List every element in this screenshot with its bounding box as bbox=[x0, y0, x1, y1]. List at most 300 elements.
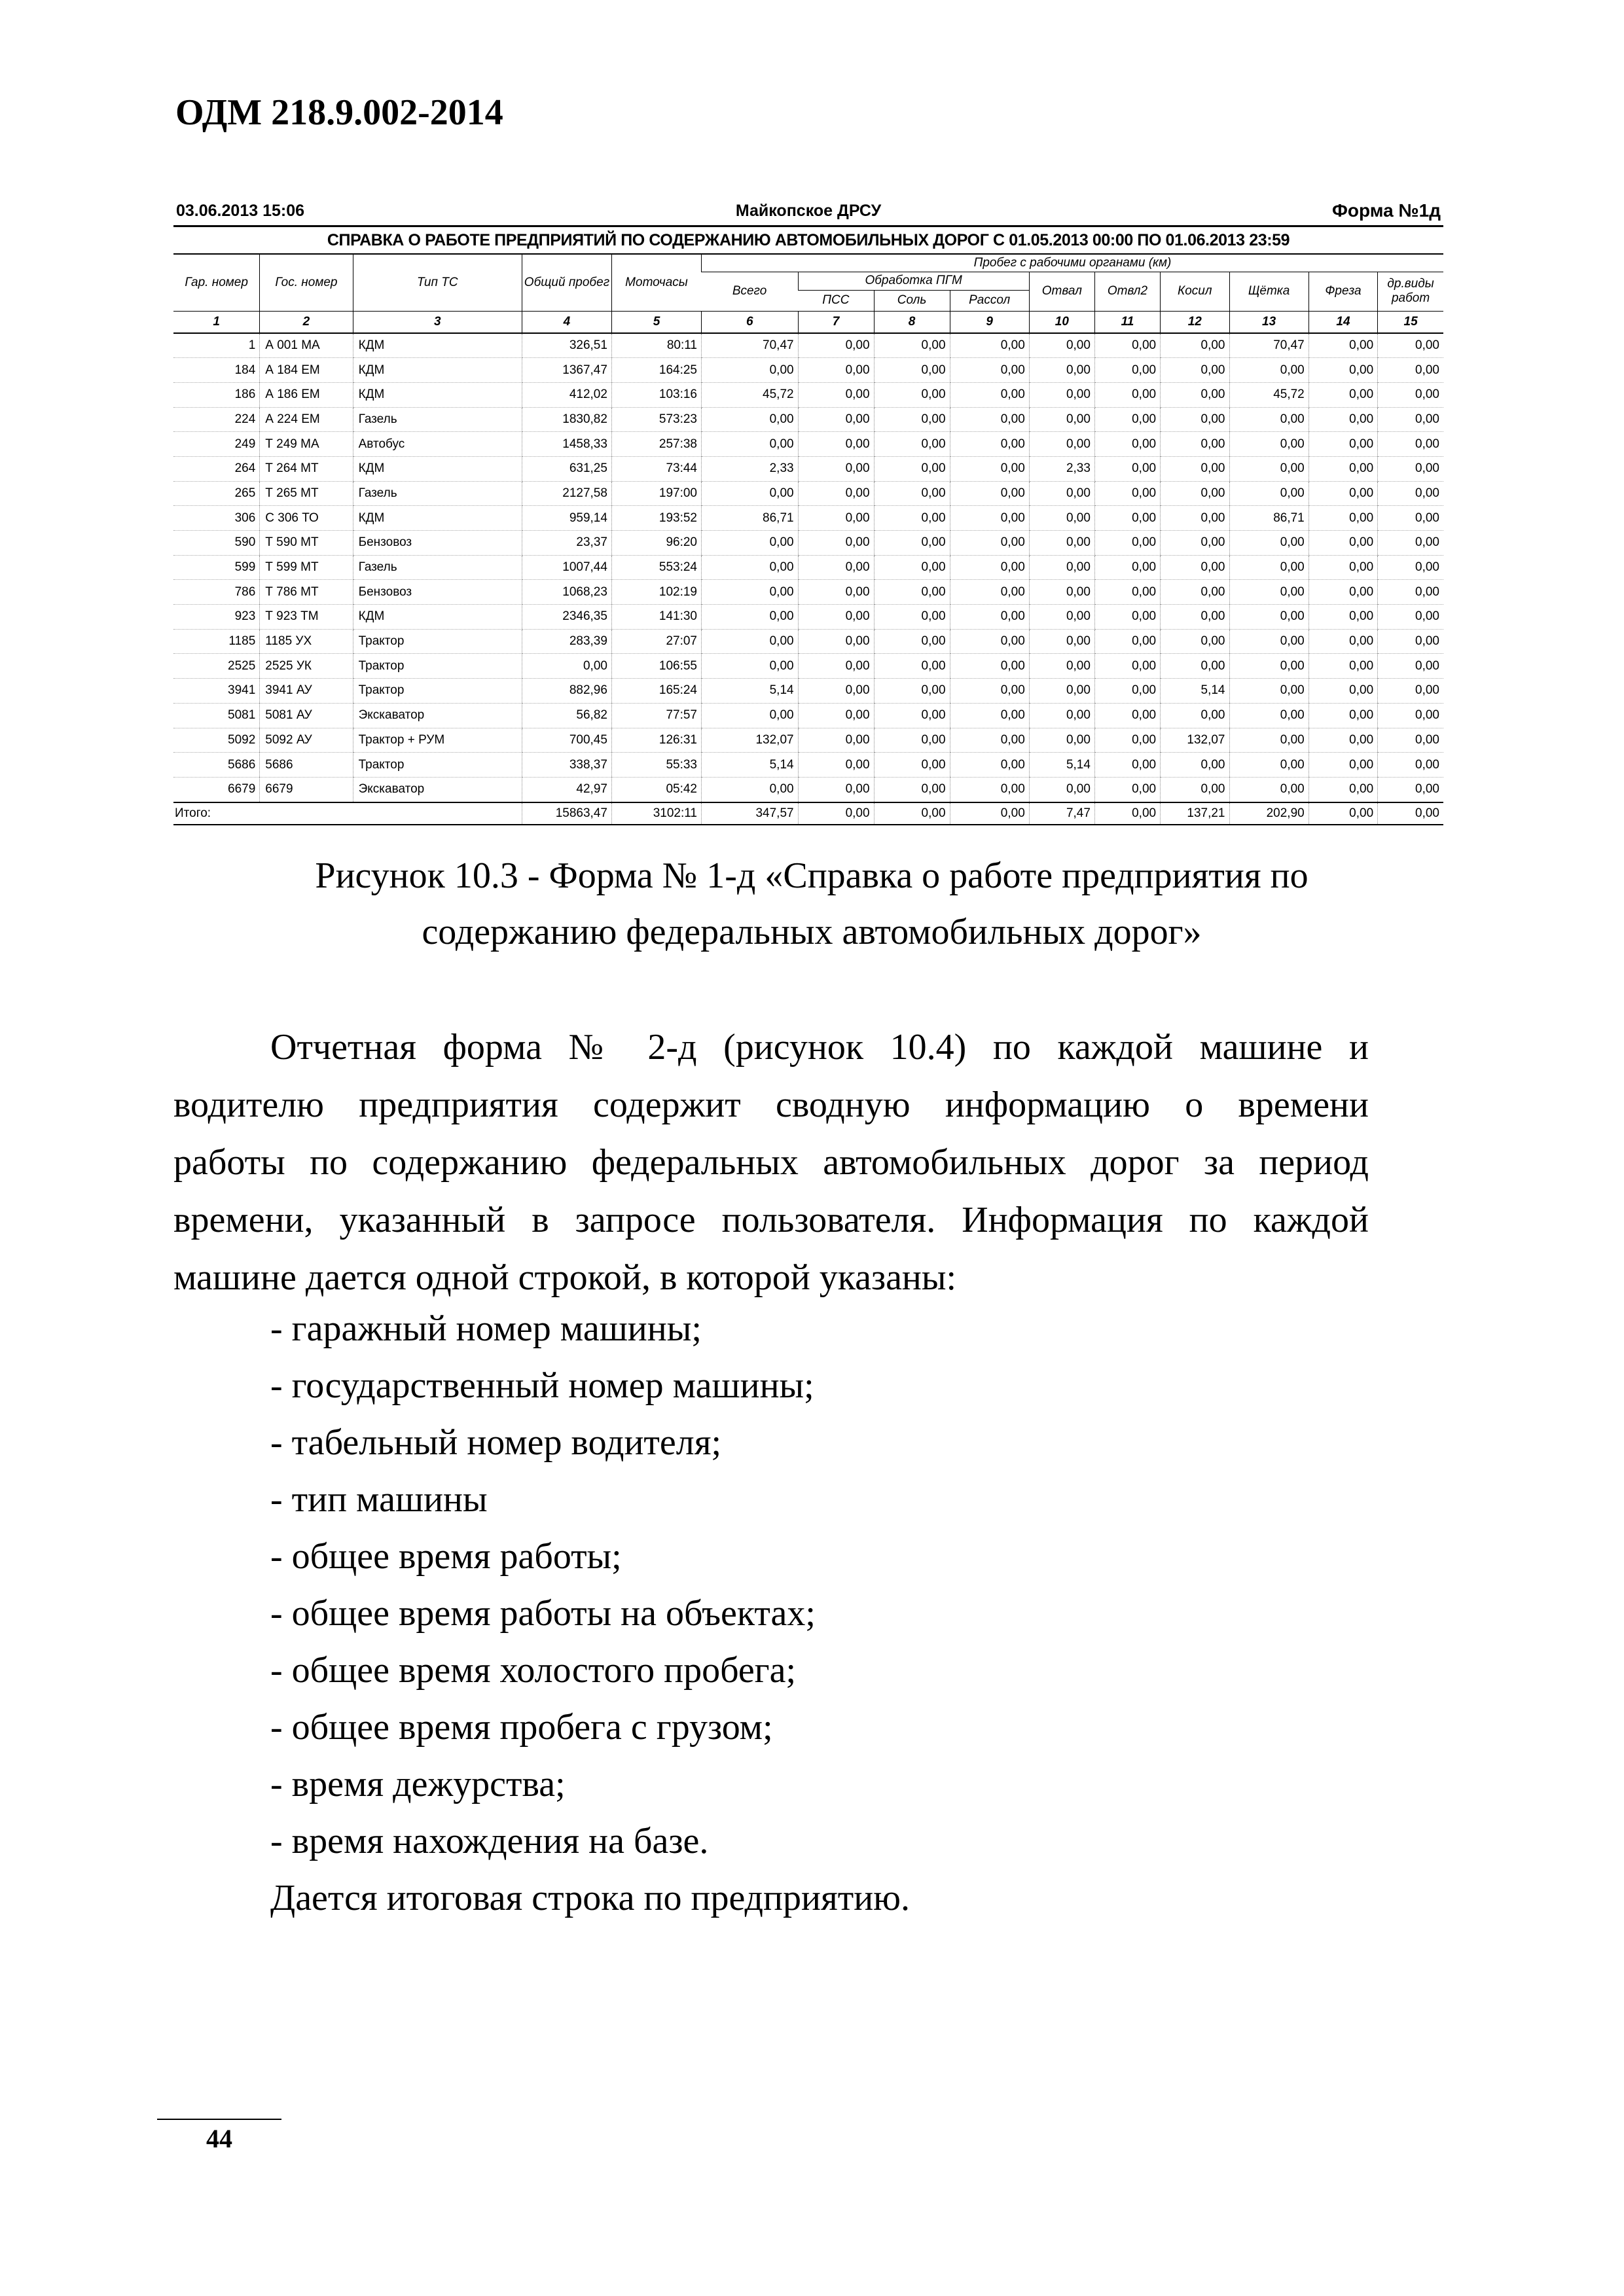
column-number: 10 bbox=[1029, 311, 1094, 333]
footer-divider bbox=[157, 2119, 281, 2120]
table-cell: 573:23 bbox=[611, 407, 701, 432]
table-cell: 0,00 bbox=[874, 728, 950, 753]
table-cell: 0,00 bbox=[874, 456, 950, 481]
total-cell: 0,00 bbox=[950, 802, 1029, 825]
table-cell: 3941 bbox=[173, 679, 260, 704]
total-cell: 3102:11 bbox=[611, 802, 701, 825]
table-row bbox=[173, 629, 1443, 654]
table-cell: 0,00 bbox=[702, 432, 799, 457]
table-cell: 264 bbox=[173, 456, 260, 481]
table-cell: 0,00 bbox=[950, 679, 1029, 704]
table-cell: 0,00 bbox=[1161, 432, 1229, 457]
paragraph-line: водителю предприятия содержит сводную информацию о времени bbox=[173, 1085, 1369, 1125]
table-body bbox=[173, 333, 1443, 802]
table-cell: 5,14 bbox=[702, 753, 799, 778]
table-cell: КДМ bbox=[353, 333, 522, 358]
col-header-motohours: Моточасы bbox=[611, 255, 701, 311]
table-cell: 0,00 bbox=[798, 432, 874, 457]
table-cell: Т 599 МТ bbox=[260, 555, 353, 580]
table-cell: 70,47 bbox=[702, 333, 799, 358]
table-cell: 77:57 bbox=[611, 703, 701, 728]
table-row bbox=[173, 605, 1443, 630]
table-cell: 0,00 bbox=[1161, 605, 1229, 630]
table-cell: 0,00 bbox=[1308, 333, 1377, 358]
table-cell: 249 bbox=[173, 432, 260, 457]
table-cell: 0,00 bbox=[1094, 605, 1160, 630]
list-item: - время нахождения на базе. bbox=[270, 1821, 709, 1861]
table-cell: 0,00 bbox=[874, 531, 950, 556]
table-cell: 3941 АУ bbox=[260, 679, 353, 704]
table-cell: 0,00 bbox=[798, 382, 874, 407]
table-cell: 0,00 bbox=[702, 481, 799, 506]
table-cell: 42,97 bbox=[522, 777, 611, 802]
table-cell: 0,00 bbox=[1029, 580, 1094, 605]
col-header-type: Тип ТС bbox=[353, 255, 522, 311]
table-cell: 0,00 bbox=[1161, 703, 1229, 728]
table-cell: 0,00 bbox=[1378, 654, 1443, 679]
table-cell: 0,00 bbox=[1094, 753, 1160, 778]
table-cell: 0,00 bbox=[874, 333, 950, 358]
table-cell: 0,00 bbox=[798, 679, 874, 704]
table-cell: С 306 ТО bbox=[260, 506, 353, 531]
column-number: 8 bbox=[874, 311, 950, 333]
table-cell: 0,00 bbox=[1029, 333, 1094, 358]
col-header-salt: Соль bbox=[874, 290, 950, 311]
column-number: 1 bbox=[173, 311, 260, 333]
table-cell: Газель bbox=[353, 407, 522, 432]
column-number: 6 bbox=[702, 311, 799, 333]
table-cell: 0,00 bbox=[874, 679, 950, 704]
table-cell: 0,00 bbox=[1308, 531, 1377, 556]
table-cell: 0,00 bbox=[798, 629, 874, 654]
table-cell: 0,00 bbox=[1308, 358, 1377, 383]
table-cell: 0,00 bbox=[1094, 358, 1160, 383]
table-cell: 0,00 bbox=[1094, 531, 1160, 556]
table-cell: 0,00 bbox=[798, 555, 874, 580]
table-cell: 0,00 bbox=[1094, 728, 1160, 753]
table-cell: 0,00 bbox=[1094, 629, 1160, 654]
figure-caption-line-1: Рисунок 10.3 - Форма № 1-д «Справка о работе предприятия по bbox=[315, 855, 1308, 896]
table-cell: 0,00 bbox=[874, 506, 950, 531]
report-table bbox=[173, 255, 1443, 825]
table-cell: 553:24 bbox=[611, 555, 701, 580]
table-cell: 96:20 bbox=[611, 531, 701, 556]
table-cell: 0,00 bbox=[950, 605, 1029, 630]
list-item: - табельный номер водителя; bbox=[270, 1422, 722, 1463]
column-number: 3 bbox=[353, 311, 522, 333]
table-cell: 0,00 bbox=[1229, 605, 1308, 630]
table-cell: 0,00 bbox=[950, 358, 1029, 383]
table-cell: Экскаватор bbox=[353, 703, 522, 728]
col-header-otval: Отвал bbox=[1029, 272, 1094, 311]
table-cell: 0,00 bbox=[798, 333, 874, 358]
table-cell: 55:33 bbox=[611, 753, 701, 778]
table-cell: 0,00 bbox=[798, 728, 874, 753]
table-cell: Трактор bbox=[353, 753, 522, 778]
table-cell: 2127,58 bbox=[522, 481, 611, 506]
table-cell: 0,00 bbox=[950, 531, 1029, 556]
column-number: 12 bbox=[1161, 311, 1229, 333]
table-row bbox=[173, 333, 1443, 358]
table-cell: 0,00 bbox=[798, 481, 874, 506]
table-cell: 0,00 bbox=[1378, 703, 1443, 728]
table-cell: 0,00 bbox=[950, 382, 1029, 407]
table-cell: 70,47 bbox=[1229, 333, 1308, 358]
col-header-pss: ПСС bbox=[798, 290, 874, 311]
table-row bbox=[173, 456, 1443, 481]
table-cell: 0,00 bbox=[950, 333, 1029, 358]
table-cell: 0,00 bbox=[1229, 456, 1308, 481]
table-cell: 0,00 bbox=[1161, 333, 1229, 358]
table-cell: 0,00 bbox=[1229, 654, 1308, 679]
col-header-pgm-group: Обработка ПГМ bbox=[798, 272, 1029, 290]
total-cell: 0,00 bbox=[798, 802, 874, 825]
table-cell: 0,00 bbox=[798, 654, 874, 679]
table-cell: 257:38 bbox=[611, 432, 701, 457]
table-cell: 0,00 bbox=[1308, 382, 1377, 407]
form-organization: Майкопское ДРСУ bbox=[735, 202, 882, 220]
table-cell: 6679 bbox=[260, 777, 353, 802]
table-cell: 0,00 bbox=[1094, 654, 1160, 679]
paragraph-line: работы по содержанию федеральных автомобильных дорог за период bbox=[173, 1142, 1369, 1183]
col-header-total-run: Общий пробег bbox=[522, 255, 611, 311]
table-cell: 0,00 bbox=[1094, 432, 1160, 457]
table-cell: 0,00 bbox=[798, 506, 874, 531]
table-cell: 0,00 bbox=[1378, 481, 1443, 506]
table-cell: 2346,35 bbox=[522, 605, 611, 630]
table-cell: 0,00 bbox=[1308, 629, 1377, 654]
paragraph-line: машине дается одной строкой, в которой указаны: bbox=[173, 1257, 957, 1298]
table-cell: 700,45 bbox=[522, 728, 611, 753]
report-form-figure bbox=[173, 199, 1443, 825]
table-cell: 0,00 bbox=[874, 382, 950, 407]
table-cell: 6679 bbox=[173, 777, 260, 802]
table-cell: 86,71 bbox=[702, 506, 799, 531]
table-cell: 0,00 bbox=[702, 703, 799, 728]
table-cell: 0,00 bbox=[1029, 654, 1094, 679]
table-cell: 80:11 bbox=[611, 333, 701, 358]
table-cell: 5092 bbox=[173, 728, 260, 753]
table-cell: 1185 bbox=[173, 629, 260, 654]
table-cell: Газель bbox=[353, 555, 522, 580]
table-cell: 0,00 bbox=[1229, 629, 1308, 654]
table-cell: А 184 ЕМ bbox=[260, 358, 353, 383]
table-row bbox=[173, 481, 1443, 506]
table-cell: 0,00 bbox=[1161, 407, 1229, 432]
table-row bbox=[173, 679, 1443, 704]
table-cell: 0,00 bbox=[1308, 777, 1377, 802]
table-cell: 0,00 bbox=[1029, 728, 1094, 753]
table-cell: 0,00 bbox=[950, 555, 1029, 580]
form-header-line bbox=[173, 199, 1443, 225]
table-cell: 0,00 bbox=[1308, 456, 1377, 481]
table-cell: 0,00 bbox=[1378, 605, 1443, 630]
table-cell: 882,96 bbox=[522, 679, 611, 704]
table-cell: 0,00 bbox=[702, 358, 799, 383]
table-cell: 0,00 bbox=[1229, 407, 1308, 432]
table-cell: 1007,44 bbox=[522, 555, 611, 580]
figure-caption-line-2: содержанию федеральных автомобильных дорог» bbox=[422, 912, 1202, 952]
table-cell: 0,00 bbox=[1029, 382, 1094, 407]
table-cell: 186 bbox=[173, 382, 260, 407]
table-cell: 0,00 bbox=[1378, 555, 1443, 580]
form-title: СПРАВКА О РАБОТЕ ПРЕДПРИЯТИЙ ПО СОДЕРЖАНИЮ АВТОМОБИЛЬНЫХ ДОРОГ С 01.05.2013 00:00 ПО 01.06.2013 23:59 bbox=[173, 225, 1443, 255]
table-row bbox=[173, 654, 1443, 679]
table-cell: 0,00 bbox=[798, 753, 874, 778]
table-cell: 0,00 bbox=[1229, 753, 1308, 778]
col-header-all: Всего bbox=[702, 272, 799, 311]
table-cell: 0,00 bbox=[1378, 407, 1443, 432]
table-cell: 0,00 bbox=[1229, 358, 1308, 383]
table-cell: КДМ bbox=[353, 358, 522, 383]
table-cell: 0,00 bbox=[950, 728, 1029, 753]
total-row bbox=[173, 802, 1443, 825]
table-cell: 0,00 bbox=[702, 580, 799, 605]
total-cell: 202,90 bbox=[1229, 802, 1308, 825]
table-cell: 0,00 bbox=[1094, 555, 1160, 580]
table-cell: 0,00 bbox=[1308, 753, 1377, 778]
table-cell: 0,00 bbox=[1161, 506, 1229, 531]
table-cell: 45,72 bbox=[1229, 382, 1308, 407]
table-cell: 0,00 bbox=[950, 506, 1029, 531]
table-cell: 0,00 bbox=[1029, 555, 1094, 580]
table-cell: 141:30 bbox=[611, 605, 701, 630]
total-cell: 347,57 bbox=[702, 802, 799, 825]
table-cell: 2525 bbox=[173, 654, 260, 679]
table-cell: 0,00 bbox=[1029, 506, 1094, 531]
table-cell: 0,00 bbox=[522, 654, 611, 679]
table-cell: 0,00 bbox=[1378, 456, 1443, 481]
table-cell: 599 bbox=[173, 555, 260, 580]
total-cell: 7,47 bbox=[1029, 802, 1094, 825]
table-cell: 0,00 bbox=[950, 777, 1029, 802]
table-cell: 0,00 bbox=[950, 703, 1029, 728]
table-cell: 0,00 bbox=[1094, 679, 1160, 704]
table-cell: КДМ bbox=[353, 506, 522, 531]
table-cell: 1830,82 bbox=[522, 407, 611, 432]
table-cell: 1 bbox=[173, 333, 260, 358]
table-cell: Экскаватор bbox=[353, 777, 522, 802]
table-cell: 73:44 bbox=[611, 456, 701, 481]
table-cell: 631,25 bbox=[522, 456, 611, 481]
paragraph-line: Отчетная форма № 2-д (рисунок 10.4) по каждой машине и bbox=[270, 1027, 1369, 1067]
table-cell: 0,00 bbox=[1029, 679, 1094, 704]
table-cell: Трактор bbox=[353, 654, 522, 679]
table-row bbox=[173, 703, 1443, 728]
list-item: - государственный номер машины; bbox=[270, 1365, 814, 1406]
column-number-row bbox=[173, 311, 1443, 333]
table-cell: Бензовоз bbox=[353, 531, 522, 556]
table-cell: 184 bbox=[173, 358, 260, 383]
table-cell: КДМ bbox=[353, 456, 522, 481]
table-cell: 0,00 bbox=[1161, 555, 1229, 580]
table-cell: 0,00 bbox=[874, 605, 950, 630]
table-cell: 590 bbox=[173, 531, 260, 556]
table-cell: 0,00 bbox=[1094, 382, 1160, 407]
table-cell: Т 923 ТМ bbox=[260, 605, 353, 630]
total-cell: 137,21 bbox=[1161, 802, 1229, 825]
table-cell: 0,00 bbox=[1308, 703, 1377, 728]
table-cell: Трактор + РУМ bbox=[353, 728, 522, 753]
table-cell: 1185 УХ bbox=[260, 629, 353, 654]
table-cell: 0,00 bbox=[1378, 753, 1443, 778]
table-cell: 0,00 bbox=[1308, 605, 1377, 630]
total-cell: 0,00 bbox=[1378, 802, 1443, 825]
total-label: Итого: bbox=[173, 802, 522, 825]
document-code: ОДМ 218.9.002-2014 bbox=[175, 92, 503, 133]
table-cell: 0,00 bbox=[1378, 333, 1443, 358]
table-cell: 1068,23 bbox=[522, 580, 611, 605]
table-cell: 0,00 bbox=[1094, 456, 1160, 481]
table-cell: 0,00 bbox=[798, 456, 874, 481]
col-header-otval2: Отвл2 bbox=[1094, 272, 1160, 311]
table-cell: Трактор bbox=[353, 679, 522, 704]
table-cell: 0,00 bbox=[1029, 605, 1094, 630]
column-number: 15 bbox=[1378, 311, 1443, 333]
col-header-work-run-group: Пробег с рабочими органами (км) bbox=[702, 255, 1444, 272]
table-cell: 103:16 bbox=[611, 382, 701, 407]
table-cell: 0,00 bbox=[1229, 481, 1308, 506]
table-cell: 0,00 bbox=[874, 358, 950, 383]
column-number: 9 bbox=[950, 311, 1029, 333]
table-cell: 5686 bbox=[173, 753, 260, 778]
table-cell: 5081 bbox=[173, 703, 260, 728]
table-cell: 0,00 bbox=[1378, 580, 1443, 605]
table-cell: Автобус bbox=[353, 432, 522, 457]
body-paragraph bbox=[173, 1018, 1369, 1306]
table-cell: 27:07 bbox=[611, 629, 701, 654]
table-cell: 164:25 bbox=[611, 358, 701, 383]
table-cell: 56,82 bbox=[522, 703, 611, 728]
table-cell: КДМ bbox=[353, 382, 522, 407]
table-cell: 0,00 bbox=[1029, 531, 1094, 556]
table-cell: 5,14 bbox=[1029, 753, 1094, 778]
table-cell: 5092 АУ bbox=[260, 728, 353, 753]
table-row bbox=[173, 555, 1443, 580]
table-cell: Газель bbox=[353, 481, 522, 506]
column-number: 11 bbox=[1094, 311, 1160, 333]
table-cell: 05:42 bbox=[611, 777, 701, 802]
table-cell: 0,00 bbox=[798, 531, 874, 556]
table-cell: 106:55 bbox=[611, 654, 701, 679]
table-row bbox=[173, 432, 1443, 457]
table-cell: 0,00 bbox=[1161, 456, 1229, 481]
table-cell: 0,00 bbox=[1229, 555, 1308, 580]
table-cell: 0,00 bbox=[798, 777, 874, 802]
table-row bbox=[173, 753, 1443, 778]
table-cell: 0,00 bbox=[1308, 506, 1377, 531]
table-cell: 412,02 bbox=[522, 382, 611, 407]
table-cell: Трактор bbox=[353, 629, 522, 654]
table-cell: 0,00 bbox=[1029, 432, 1094, 457]
table-cell: 0,00 bbox=[1094, 481, 1160, 506]
table-cell: 283,39 bbox=[522, 629, 611, 654]
table-cell: Т 786 МТ bbox=[260, 580, 353, 605]
table-cell: 326,51 bbox=[522, 333, 611, 358]
table-cell: 0,00 bbox=[874, 580, 950, 605]
table-cell: 0,00 bbox=[702, 531, 799, 556]
column-number: 13 bbox=[1229, 311, 1308, 333]
table-row bbox=[173, 382, 1443, 407]
table-cell: 5,14 bbox=[702, 679, 799, 704]
table-cell: Т 249 МА bbox=[260, 432, 353, 457]
table-cell: 0,00 bbox=[1378, 531, 1443, 556]
table-cell: КДМ bbox=[353, 605, 522, 630]
table-cell: 0,00 bbox=[702, 777, 799, 802]
column-number: 4 bbox=[522, 311, 611, 333]
table-cell: 0,00 bbox=[1378, 358, 1443, 383]
table-cell: 0,00 bbox=[1378, 506, 1443, 531]
table-cell: 0,00 bbox=[702, 605, 799, 630]
table-cell: А 186 ЕМ bbox=[260, 382, 353, 407]
table-cell: 5686 bbox=[260, 753, 353, 778]
table-cell: 0,00 bbox=[874, 753, 950, 778]
table-cell: 0,00 bbox=[1308, 407, 1377, 432]
table-cell: 0,00 bbox=[1161, 481, 1229, 506]
table-cell: 2525 УК bbox=[260, 654, 353, 679]
table-cell: 786 bbox=[173, 580, 260, 605]
list-item: - общее время холостого пробега; bbox=[270, 1650, 797, 1691]
table-cell: 0,00 bbox=[702, 629, 799, 654]
column-number: 7 bbox=[798, 311, 874, 333]
table-cell: 0,00 bbox=[798, 407, 874, 432]
table-row bbox=[173, 531, 1443, 556]
table-cell: 0,00 bbox=[1029, 481, 1094, 506]
table-cell: 126:31 bbox=[611, 728, 701, 753]
table-cell: 0,00 bbox=[1161, 629, 1229, 654]
table-row bbox=[173, 506, 1443, 531]
table-cell: 0,00 bbox=[1378, 432, 1443, 457]
list-item: - общее время пробега с грузом; bbox=[270, 1707, 773, 1748]
table-cell: 2,33 bbox=[1029, 456, 1094, 481]
table-cell: 0,00 bbox=[1029, 629, 1094, 654]
table-cell: 0,00 bbox=[1029, 777, 1094, 802]
total-cell: 0,00 bbox=[1094, 802, 1160, 825]
table-cell: 0,00 bbox=[1161, 358, 1229, 383]
table-cell: 0,00 bbox=[1308, 432, 1377, 457]
table-cell: 224 bbox=[173, 407, 260, 432]
table-cell: 102:19 bbox=[611, 580, 701, 605]
table-cell: 45,72 bbox=[702, 382, 799, 407]
table-cell: 0,00 bbox=[1308, 481, 1377, 506]
list-item: - гаражный номер машины; bbox=[270, 1308, 702, 1349]
table-cell: А 224 ЕМ bbox=[260, 407, 353, 432]
total-cell: 15863,47 bbox=[522, 802, 611, 825]
table-cell: 0,00 bbox=[1161, 531, 1229, 556]
paragraph-line: времени, указанный в запросе пользователя. Информация по каждой bbox=[173, 1200, 1369, 1240]
table-cell: 0,00 bbox=[950, 654, 1029, 679]
table-cell: 0,00 bbox=[1378, 777, 1443, 802]
table-cell: Бензовоз bbox=[353, 580, 522, 605]
table-cell: 0,00 bbox=[798, 358, 874, 383]
table-cell: 0,00 bbox=[874, 432, 950, 457]
table-cell: 959,14 bbox=[522, 506, 611, 531]
table-cell: 338,37 bbox=[522, 753, 611, 778]
table-cell: 0,00 bbox=[950, 432, 1029, 457]
table-cell: 0,00 bbox=[1229, 432, 1308, 457]
table-cell: 0,00 bbox=[1094, 703, 1160, 728]
table-cell: 0,00 bbox=[798, 605, 874, 630]
table-cell: 0,00 bbox=[874, 629, 950, 654]
table-cell: 0,00 bbox=[1029, 407, 1094, 432]
table-cell: 0,00 bbox=[1094, 407, 1160, 432]
table-cell: 0,00 bbox=[1378, 728, 1443, 753]
list-item: - тип машины bbox=[270, 1479, 488, 1520]
list-item: - общее время работы на объектах; bbox=[270, 1593, 816, 1634]
table-cell: 0,00 bbox=[1161, 777, 1229, 802]
table-cell: 0,00 bbox=[1229, 580, 1308, 605]
table-cell: 0,00 bbox=[874, 407, 950, 432]
